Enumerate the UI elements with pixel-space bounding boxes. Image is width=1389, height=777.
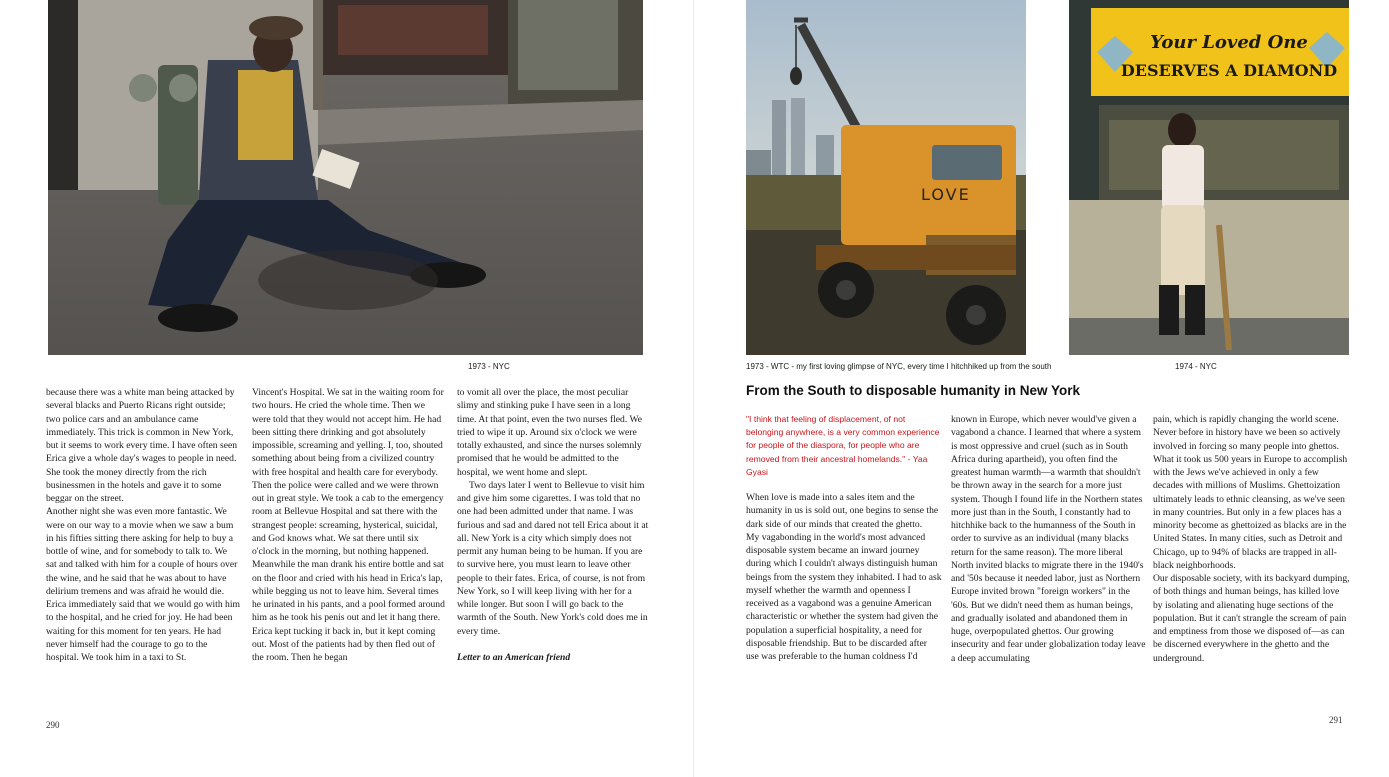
left-page: [0, 0, 694, 777]
photo-man-on-sidewalk: [48, 0, 643, 355]
paragraph: When love is made into a sales item and the humanity in us is sold out, one begins to sense the dark side of our minds that created the ghetto.: [746, 492, 939, 530]
paragraph: Another night she was even more fantastic. We were on our way to a movie when we saw a bum in his fifties sitting there asking for help to buy a bottle of wine, and for somebody to talk to. We sat and talked with him for a couple of hours over the wine, and he said that he was about to have delirium tremens and was afraid he would die. Erica immediately said that we would go with him to the hospital, and he cried for joy. He had been waiting for this moment for ten years. He had never himself had the courage to go to the hospital. We took him in a taxi to St.: [46, 506, 240, 663]
page-number: 290: [46, 720, 60, 730]
store-sign-line1: Your Loved One: [1150, 32, 1308, 53]
text-column-3: [457, 386, 651, 664]
letter-signature: Letter to an American friend: [457, 651, 571, 663]
photo-caption: 1973 - WTC - my first loving glimpse of NYC, every time I hitchhiked up from the south: [746, 362, 1052, 371]
text-column-2: [252, 386, 446, 664]
paragraph: Our disposable society, with its backyard dumping, of both things and human beings, has killed love by isolating and alienating huge sections of the population. But it can't strangle the scream of pain and emptiness from those we disposed of—as can be discerned everywhere in the ghetto and the underground.: [1153, 573, 1350, 664]
section-heading: From the South to disposable humanity in New York: [746, 383, 1081, 398]
paragraph: My vagabonding in the world's most advanced disposable system became an inward journey during which I couldn't always distinguish human beings from the system they inhabited. I had to ask myself whether the warmth and openness I received as a vagabond was a genuine American characteristic or whether the system had given the population a superficial hospitality, a need for disposable friendship. But to be discarded after use was preferable to the human coldness I'd: [746, 531, 942, 663]
paragraph: to vomit all over the place, the most peculiar slimy and stinking puke I have seen in a long time. At that point, even the two nurses fled. We tried to wipe it up. Around six o'clock we were totally exhausted, and since the nurses solemnly promised that he would be admitted to the hospital, we went home and slept.: [457, 387, 643, 478]
photo-caption: 1974 - NYC: [1175, 362, 1217, 371]
right-page: [695, 0, 1389, 777]
paragraph: known in Europe, which never would've given a vagabond a chance. I learned that where a system is most oppressive and cruel (such as in South Africa during apartheid), you often find the greatest human warmth—a warmth that shouldn't be thrown away in the search for a more just system. Though I found life in the Northern states more just than in the South, I constantly had to hitchhike back to the humanness of the South in order to survive as an individual (many blacks return for the same reason). The more liberal North invited blacks to migrate there in the 1940's and '50s because it needed labor, just as Northern Europe invited brown "foreign workers" in the '60s. But we didn't need them as human beings, and gradually isolated and abandoned them in huge, overpopulated ghettos. Our growing insecurity and fear under globalization today leave a deep accumulating: [951, 414, 1146, 664]
text-column-1: [746, 413, 942, 663]
paragraph: pain, which is rapidly changing the world scene. Never before in history have we been so actively involved in forcing so many people into ghettos. What it took us 500 years in Europe to accomplish with the Jews we've achieved in only a few decades with millions of Muslims. Ghettoization ultimately leads to ethnic cleansing, as we've seen in many countries. But only in a few places has a minority become as ghettoized as blacks are in the United States. In many cities, such as Detroit and Chicago, up to 94% of blacks are trapped in all-black neighborhoods.: [1153, 414, 1348, 571]
photo-crane-truck-wtc: [746, 0, 1026, 355]
photo-diamond-store: [1069, 0, 1349, 355]
text-column-3: [1153, 413, 1351, 665]
text-column-2: [951, 413, 1147, 665]
page-number: 291: [1329, 715, 1343, 725]
paragraph: Two days later I went to Bellevue to visit him and give him some cigarettes. I was told that no one had been admitted under that name. I was furious and sad and dared not tell Erica about it at all. New York is a city which simply does not permit any human being to be human. If you are to survive here, you must learn to leave other people to their fates. Erica, of course, is not from New York, so I will keep living with her for a while longer. But soon I will go back to the warmth of the South. New York's cold does me in every time.: [457, 479, 649, 637]
text-column-1: [46, 386, 240, 664]
pull-quote: "I think that feeling of displacement, of not belonging anywhere, is a very common experience for people of the diaspora, for people who are removed from their ancestral homelands." - Yaa Gyasi: [746, 414, 940, 477]
photo-caption: 1973 - NYC: [468, 362, 510, 371]
truck-graffiti: LOVE: [921, 185, 971, 204]
paragraph: because there was a white man being attacked by several blacks and Puerto Ricans right outside; two police cars and an ambulance came immediately. This trick is common in New York, but it seems to work every time. I have often seen Erica give a whole day's wages to people in need. She took the money directly from the rich businessmen in the hotels and gave it to some beggar on the street.: [46, 387, 238, 504]
paragraph: Vincent's Hospital. We sat in the waiting room for two hours. He cried the whole time. Then we were told that they would not accept him. He had been sitting there drinking and got absolutely impossible, screaming and yelling. I, too, shouted something about being from a civilized country with free hospital and health care for everybody. Then the police were called and we were thrown out in great style. We took a cab to the emergency room at Bellevue Hospital and sat there with the strangest people: screaming, hysterical, suicidal, and God knows what. We sat there until six o'clock in the morning, but nothing happened. Meanwhile the man drank his entire bottle and sat on the floor and cried with his head in Erica's lap, while begging us not to leave him. Several times he urinated in his pants, and a pool formed around him as he took his penis out and let it hang there. Erica kept tucking it back in, but it kept coming out. Most of the patients had by then fled out of the room. Then he began: [252, 387, 445, 663]
store-sign-line2: DESERVES A DIAMOND: [1120, 61, 1338, 80]
